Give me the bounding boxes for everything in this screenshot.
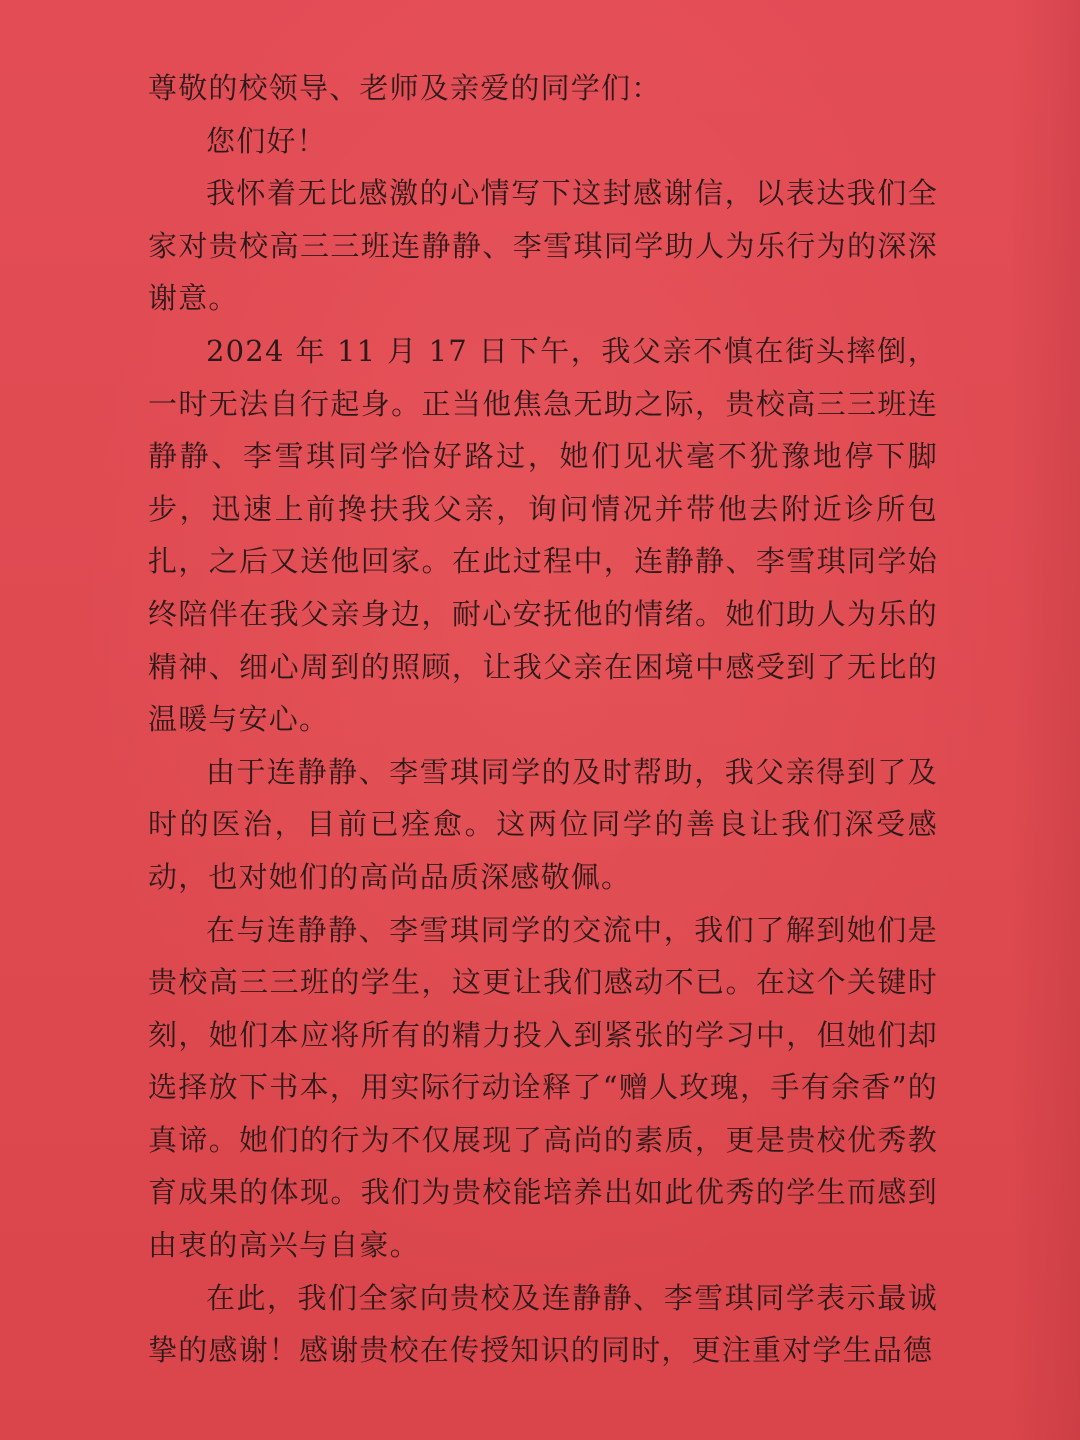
paragraph-intro: 我怀着无比感激的心情写下这封感谢信，以表达我们全家对贵校高三三班连静静、李雪琪同学助人为乐行为的深深谢意。: [148, 176, 938, 316]
paragraph-incident: 2024 年 11 月 17 日下午，我父亲不慎在街头摔倒，一时无法自行起身。正当他焦急无助之际，贵校高三三班连静静、李雪琪同学恰好路过，她们见状毫不犹豫地停下脚步，迅速上前搀扶我父亲，询问情况并带他去附近诊所包扎，之后又送他回家。在此过程中，连静静、李雪琪同学始终陪伴在我父亲身边，耐心安抚他的情绪。她们助人为乐的精神、细心周到的照顾，让我父亲在困境中感受到了无比的温暖与安心。: [148, 333, 938, 737]
greeting: 您们好！: [206, 123, 327, 158]
salutation: 尊敬的校领导、老师及亲爱的同学们：: [148, 71, 662, 105]
page-edge-shadow: [1010, 0, 1080, 1440]
paragraph-thanks: 在此，我们全家向贵校及连静静、李雪琪同学表示最诚挚的感谢！感谢贵校在传授知识的同时，更注重对学生品德: [148, 1280, 938, 1368]
letter-body: [148, 62, 938, 1377]
paragraph-recovery: 由于连静静、李雪琪同学的及时帮助，我父亲得到了及时的医治，目前已痊愈。这两位同学的善良让我们深受感动，也对她们的高尚品质深感敬佩。: [148, 754, 938, 894]
paragraph-praise: 在与连静静、李雪琪同学的交流中，我们了解到她们是贵校高三三班的学生，这更让我们感动不已。在这个关键时刻，她们本应将所有的精力投入到紧张的学习中，但她们却选择放下书本，用实际行动诠释了“赠人玫瑰，手有余香”的真谛。她们的行为不仅展现了高尚的素质，更是贵校优秀教育成果的体现。我们为贵校能培养出如此优秀的学生而感到由衷的高兴与自豪。: [148, 912, 938, 1263]
